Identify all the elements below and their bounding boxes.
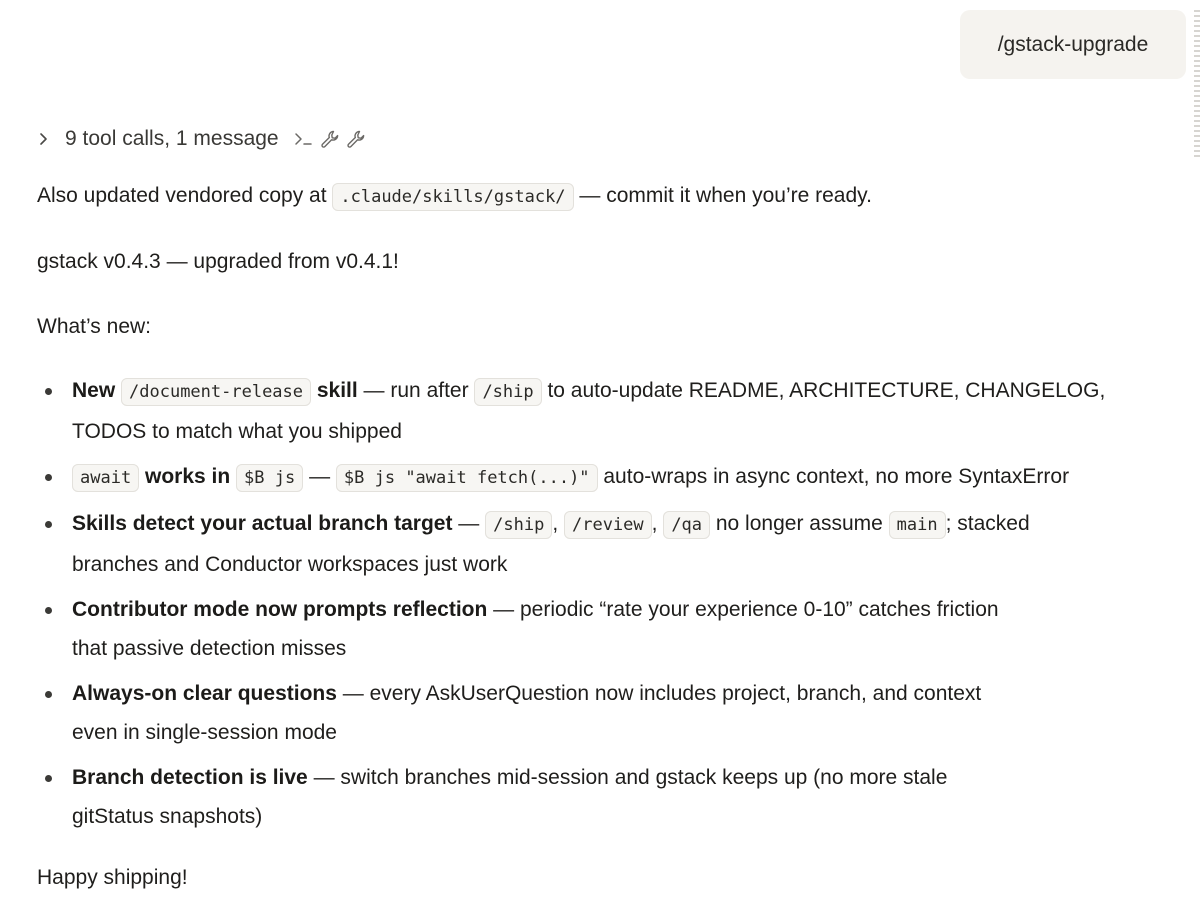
vendored-copy-note: [37, 176, 872, 217]
inline-code: /qa: [663, 511, 710, 539]
tool-calls-summary: 9 tool calls, 1 message: [65, 127, 279, 150]
inline-code: $B js "await fetch(...)": [336, 464, 598, 492]
text: Also updated vendored copy at: [37, 184, 333, 207]
item-text: to auto-update README, ARCHITECTURE, CHANGELOG,: [541, 379, 1106, 402]
item-lead: Branch detection is live: [72, 766, 308, 789]
wrench-icon: [345, 129, 367, 149]
item-text: auto-wraps in async context, no more SyntaxError: [597, 465, 1070, 488]
item-text: — periodic “rate your experience 0-10” catches friction: [487, 598, 999, 621]
item-text: that passive detection misses: [72, 637, 347, 660]
list-item: [37, 371, 1177, 451]
item-text: —: [303, 465, 336, 488]
list-item: [37, 457, 1177, 498]
inline-code: /ship: [485, 511, 552, 539]
item-lead: Contributor mode now prompts reflection: [72, 598, 488, 621]
item-lead: works in: [139, 465, 237, 488]
inline-code: $B js: [236, 464, 303, 492]
inline-code-path: .claude/skills/gstack/: [332, 183, 573, 211]
inline-code: /document-release: [121, 378, 311, 406]
wrench-icon: [319, 129, 341, 149]
tool-icons: [293, 129, 367, 149]
item-text: no longer assume: [710, 512, 889, 535]
item-lead: Always-on clear questions: [72, 682, 337, 705]
item-text: — switch branches mid-session and gstack keeps up (no more stale: [307, 766, 948, 789]
item-text: ,: [651, 512, 664, 535]
whats-new-heading: What’s new:: [37, 315, 151, 338]
list-item: [37, 674, 1177, 752]
item-lead: skill: [311, 379, 358, 402]
closing-line: Happy shipping!: [37, 866, 188, 889]
inline-code: /ship: [474, 378, 541, 406]
tool-calls-toggle[interactable]: [37, 127, 367, 151]
list-item: [37, 504, 1177, 584]
item-text: — run after: [357, 379, 475, 402]
item-text: gitStatus snapshots): [72, 805, 263, 828]
list-item: [37, 590, 1177, 668]
terminal-icon: [293, 130, 315, 148]
text: — commit it when you’re ready.: [573, 184, 872, 207]
inline-code: await: [72, 464, 139, 492]
version-line: gstack v0.4.3 — upgraded from v0.4.1!: [37, 250, 399, 273]
item-text: branches and Conductor workspaces just work: [72, 553, 508, 576]
item-lead: Skills detect your actual branch target: [72, 512, 453, 535]
scrollbar[interactable]: [1194, 10, 1200, 160]
user-message-text: /gstack-upgrade: [997, 32, 1149, 56]
item-text: ; stacked: [945, 512, 1030, 535]
inline-code: main: [889, 511, 946, 539]
item-text: —: [452, 512, 486, 535]
item-text: ,: [552, 512, 564, 535]
item-text: TODOS to match what you shipped: [72, 420, 402, 443]
user-message-bubble: [960, 10, 1186, 79]
item-text: even in single-session mode: [72, 721, 337, 744]
changes-list: [37, 371, 1177, 836]
inline-code: /review: [564, 511, 652, 539]
item-text: — every AskUserQuestion now includes project, branch, and context: [336, 682, 982, 705]
chevron-right-icon: [37, 132, 55, 146]
list-item: [37, 758, 1177, 836]
item-lead: New: [72, 379, 122, 402]
